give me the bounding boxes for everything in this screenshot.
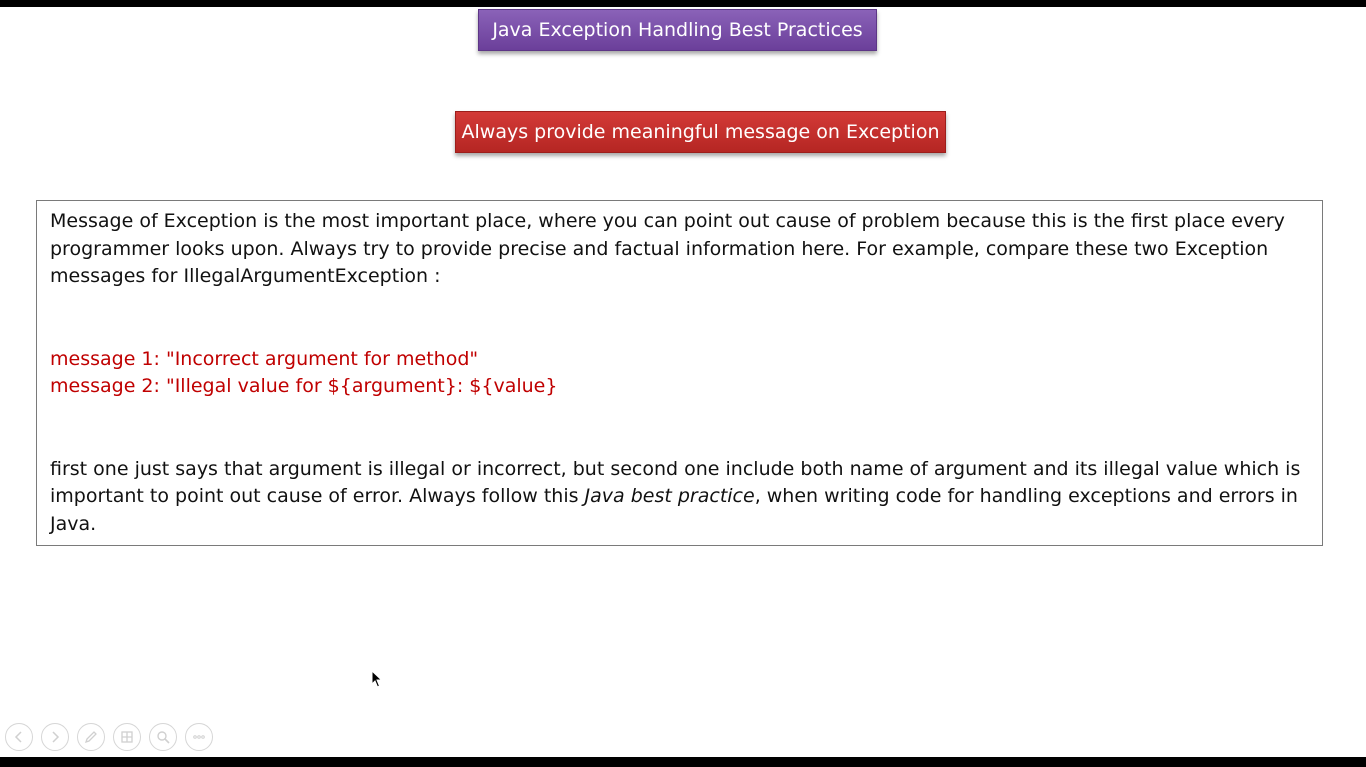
zoom-icon (155, 729, 171, 745)
top-letterbox (0, 0, 1366, 7)
zoom-button[interactable] (149, 723, 177, 751)
spacer (50, 291, 1309, 346)
conclusion-text-start: first one just says that argument is illegal or incorrect, but second one include both name of argument and its illegal value which is important to point out cause of error. Always follow this (50, 457, 1301, 507)
message-2-example: message 2: "Illegal value for ${argument}: ${value} (50, 375, 558, 397)
conclusion-emphasis: Java best practice (584, 485, 755, 507)
pen-button[interactable] (77, 723, 105, 751)
more-options-icon (191, 729, 207, 745)
slide-subtitle (455, 111, 946, 153)
mouse-cursor-icon (371, 670, 383, 688)
slides-grid-icon (119, 729, 135, 745)
previous-slide-button[interactable] (5, 723, 33, 751)
next-slide-icon (47, 729, 63, 745)
conclusion-paragraph (50, 456, 1309, 539)
more-options-button[interactable] (185, 723, 213, 751)
content-box (36, 200, 1323, 546)
intro-paragraph: Message of Exception is the most important place, where you can point out cause of problem because this is the first place every programmer looks upon. Always try to provide precise and factual information here. For example, compare these two Exception messages for IllegalArgumentException : (50, 210, 1285, 287)
slide-title-text: Java Exception Handling Best Practices (492, 19, 863, 41)
pen-icon (83, 729, 99, 745)
message-1-example: message 1: "Incorrect argument for method" (50, 347, 479, 370)
previous-slide-icon (11, 729, 27, 745)
presentation-slide (0, 7, 1366, 757)
slideshow-controls (5, 723, 213, 751)
spacer (50, 401, 1309, 456)
next-slide-button[interactable] (41, 723, 69, 751)
slide-subtitle-text: Always provide meaningful message on Exception (461, 121, 940, 143)
see-all-slides-button[interactable] (113, 723, 141, 751)
conclusion-text-end: , when writing code for handling exceptions and errors in Java. (50, 485, 1298, 535)
slide-title (478, 9, 877, 51)
bottom-letterbox (0, 757, 1366, 767)
